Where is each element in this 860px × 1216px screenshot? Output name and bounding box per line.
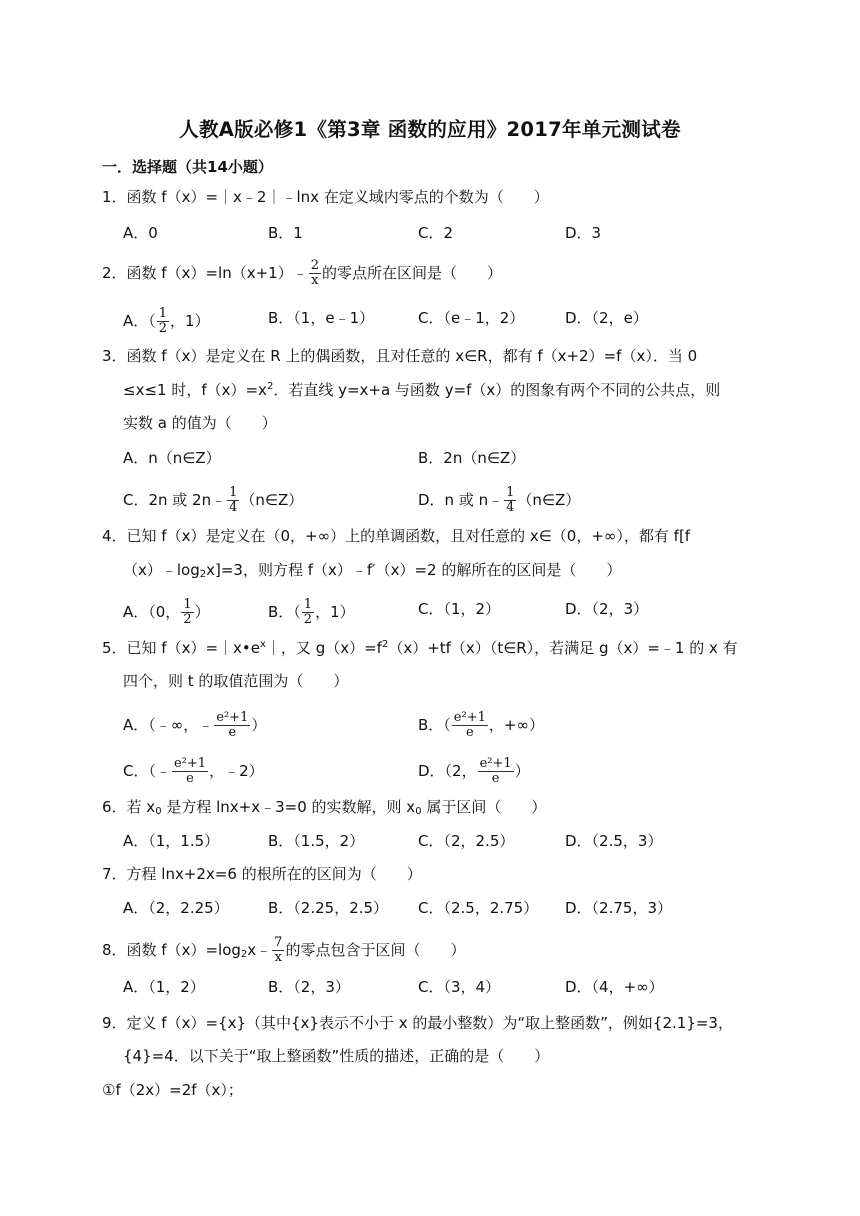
q3-option-a: A．n（n∈Z） [123, 449, 221, 467]
q6-option-c: C．（2，2.5） [418, 832, 515, 850]
q3-option-d: D．n 或 n﹣ $\frac{1}{4}$ （n∈Z） [418, 485, 581, 515]
q6-option-d: D．（2.5，3） [565, 832, 663, 850]
q5-option-d: D．（2， $\frac{\text{e²+1}}{e}$ ） [418, 756, 530, 786]
q3-line-3: 实数 a 的值为（ ） [123, 414, 277, 432]
q7-stem: 7．方程 lnx+2x=6 的根所在的区间为（ ） [102, 865, 422, 883]
q4-option-c: C．（1，2） [418, 600, 501, 618]
q1-option-b: B．1 [268, 224, 303, 242]
q7-option-a: A．（2，2.25） [123, 899, 229, 917]
q5-option-c: C．（﹣ $\frac{\text{e²+1}}{e}$ ，﹣2） [123, 756, 264, 786]
section-heading: 一．选择题（共14小题） [102, 158, 273, 176]
q1-option-d: D．3 [565, 224, 602, 242]
q7-option-c: C．（2.5，2.75） [418, 899, 539, 917]
q9-line-1: 9．定义 f（x）={x}（其中{x}表示不小于 x 的最小整数）为“取上整函数”，例如{2.1}=3， [102, 1014, 733, 1032]
q9-item-1: ①f（2x）=2f（x）； [102, 1081, 243, 1099]
q8-option-c: C．（3，4） [418, 978, 501, 996]
q7-option-b: B．（2.25，2.5） [268, 899, 389, 917]
q2-option-a: A．（ $\frac{1}{2}$ ，1） [123, 306, 210, 336]
q9-line-2: {4}=4．以下关于“取上整函数”性质的描述，正确的是（ ） [123, 1047, 550, 1065]
q6-option-b: B．（1.5，2） [268, 832, 365, 850]
q1-stem: 1．函数 f（x）=｜x﹣2｜﹣lnx 在定义域内零点的个数为（ ） [102, 188, 549, 206]
q3-d-fraction: $\frac{1}{4}$ [506, 485, 515, 515]
q5-line-2: 四个，则 t 的取值范围为（ ） [123, 672, 349, 690]
q8-fraction: $\frac{7}{x}$ [274, 935, 283, 965]
q7-option-d: D．（2.75，3） [565, 899, 672, 917]
q4-b-fraction: $\frac{1}{2}$ [303, 597, 313, 627]
q4-option-d: D．（2，3） [565, 600, 649, 618]
q5-line-1: 5．已知 $f(x)=|x•e^x|$，又 $g(x)=f^2(x)+tf(x)(t\in R)$，若满足 g（x）=﹣1 的 x 有 [102, 639, 738, 657]
q5-d-fraction: $\frac{\text{e²+1}}{e}$ [479, 756, 512, 786]
q5-b-fraction: $\frac{\text{e²+1}}{e}$ [453, 710, 486, 740]
q2-a-fraction: $\frac{1}{2}$ [158, 306, 168, 336]
q6-stem: 6．若 $x_0$ 是方程 lnx+x﹣3=0 的实数解，则 $x_0$ 属于区间（ ） [102, 798, 547, 817]
q4-a-fraction: $\frac{1}{2}$ [183, 597, 192, 627]
q3-line-2: ≤x≤1 时，$f(x)=x^2$．若直线 y=x+a 与函数 y=f（x）的图象有两个不同的公共点，则 [123, 381, 721, 399]
q3-line-1: 3．函数 f（x）是定义在 R 上的偶函数，且对任意的 x∈R，都有 f（x+2）=f（x）．当 0 [102, 347, 698, 365]
q3-option-b: B．2n（n∈Z） [418, 449, 526, 467]
q4-option-a: A．（0， $\frac{1}{2}$ ） [123, 597, 210, 627]
q5-option-a: A．（﹣∞，﹣ $\frac{\text{e²+1}}{e}$ ） [123, 710, 267, 740]
page-title: 人教A版必修1《第3章 函数的应用》2017年单元测试卷 [179, 118, 681, 141]
q2-option-c: C．（e﹣1，2） [418, 309, 525, 327]
q8-option-d: D．（4，+∞） [565, 978, 664, 996]
q4-option-b: B．（ $\frac{1}{2}$ ，1） [268, 597, 355, 627]
q8-stem: 8．函数 $f(x)=\log_2x﹣$ $\frac{7}{x}$ 的零点包含于区间（ ） [102, 935, 466, 965]
q3-option-c: C．2n 或 2n﹣ $\frac{1}{4}$ （n∈Z） [123, 485, 304, 515]
q2-fraction: $\frac{2}{x}$ [310, 258, 319, 288]
q5-a-fraction: $\frac{\text{e²+1}}{e}$ [216, 710, 249, 740]
q8-option-a: A．（1，2） [123, 978, 205, 996]
q2-stem: 2．函数 f（x）=ln（x+1）﹣ $\frac{2}{x}$ 的零点所在区间是（ ） [102, 258, 502, 288]
q5-c-fraction: $\frac{\text{e²+1}}{e}$ [173, 756, 207, 786]
q3-c-fraction: $\frac{1}{4}$ [229, 485, 238, 515]
q4-line-2: $(x)﹣\log_2x]=3$，则方程 f（x）﹣f′（x）=2 的解所在的区间是（ ） [123, 561, 622, 580]
q8-option-b: B．（2，3） [268, 978, 350, 996]
q4-line-1: 4．已知 f（x）是定义在（0，+∞）上的单调函数，且对任意的 x∈（0，+∞），都有 f[f [102, 527, 691, 545]
q5-option-b: B．（ $\frac{\text{e²+1}}{e}$ ，+∞） [418, 710, 544, 740]
q1-option-c: C．2 [418, 224, 454, 242]
q1-option-a: A．0 [123, 224, 158, 242]
q2-option-d: D．（2，e） [565, 309, 648, 327]
q2-option-b: B．（1，e﹣1） [268, 309, 375, 327]
q6-option-a: A．（1，1.5） [123, 832, 220, 850]
